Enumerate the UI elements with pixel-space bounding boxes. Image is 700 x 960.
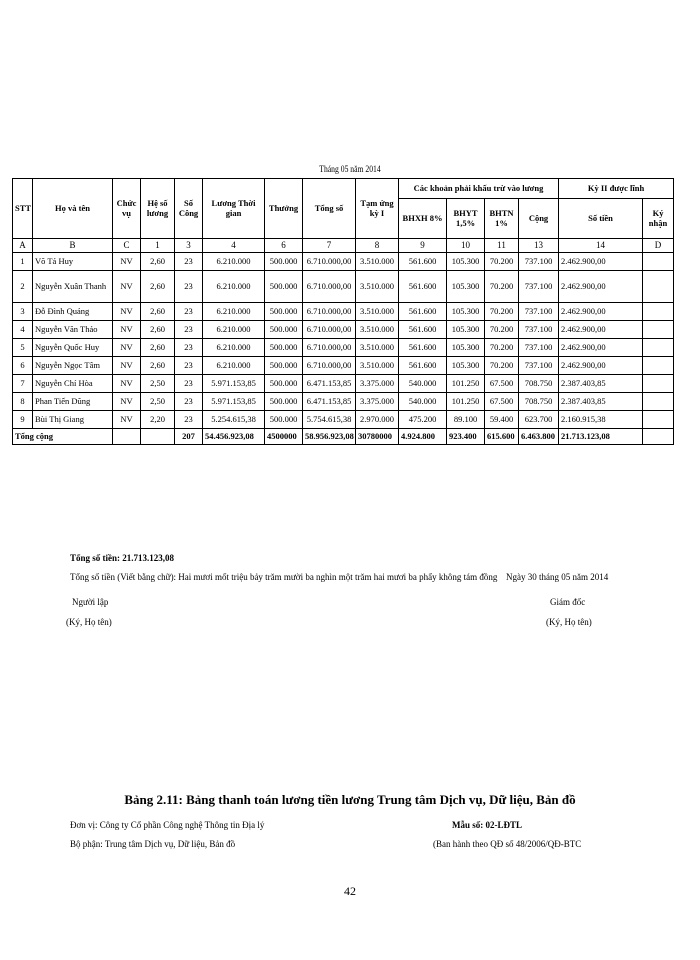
- page-number: 42: [344, 884, 356, 898]
- index-cell: 11: [485, 239, 519, 253]
- row-days: 23: [175, 411, 203, 429]
- row-total: 6.710.000,00: [303, 271, 356, 303]
- row-total: 6.710.000,00: [303, 303, 356, 321]
- row-amount: 2.462.900,00: [559, 271, 643, 303]
- row-days: 23: [175, 375, 203, 393]
- row-bhxh: 561.600: [399, 253, 447, 271]
- row-total: 6.471.153,85: [303, 393, 356, 411]
- row-coefficient: 2,60: [141, 321, 175, 339]
- row-sum: 708.750: [519, 375, 559, 393]
- header-bhxh: BHXH 8%: [399, 199, 447, 239]
- header-advance: Tạm ứng kỳ I: [356, 179, 399, 239]
- index-cell: 4: [203, 239, 265, 253]
- director-sign-note: (Ký, Họ tên): [546, 617, 592, 627]
- index-cell: 8: [356, 239, 399, 253]
- row-advance: 3.510.000: [356, 303, 399, 321]
- table-row: [13, 339, 674, 357]
- row-bhtn: 70.200: [485, 271, 519, 303]
- index-cell: B: [33, 239, 113, 253]
- row-name: Nguyễn Chí Hòa: [33, 375, 113, 393]
- row-days: 23: [175, 253, 203, 271]
- row-stt: 1: [13, 253, 33, 271]
- row-sign: [643, 303, 674, 321]
- row-advance: 3.510.000: [356, 271, 399, 303]
- row-bonus: 500.000: [265, 271, 303, 303]
- row-position: NV: [113, 339, 141, 357]
- header-sign: Ký nhận: [643, 199, 674, 239]
- row-sum: 737.100: [519, 357, 559, 375]
- preparer-label: Người lập: [72, 597, 109, 607]
- row-position: NV: [113, 357, 141, 375]
- row-name: Phan Tiến Dũng: [33, 393, 113, 411]
- row-bhtn: 67.500: [485, 375, 519, 393]
- header-amount: Số tiền: [559, 199, 643, 239]
- row-total: 6.471.153,85: [303, 375, 356, 393]
- row-sum: 737.100: [519, 339, 559, 357]
- total-coefficient: [141, 429, 175, 445]
- total-amount: 21.713.123,08: [559, 429, 643, 445]
- index-cell: 13: [519, 239, 559, 253]
- index-cell: 1: [141, 239, 175, 253]
- row-bonus: 500.000: [265, 393, 303, 411]
- total-advance: 30780000: [356, 429, 399, 445]
- row-position: NV: [113, 375, 141, 393]
- row-bhtn: 67.500: [485, 393, 519, 411]
- row-advance: 3.510.000: [356, 339, 399, 357]
- header-deductions: Các khoản phải khấu trừ vào lương: [399, 179, 559, 199]
- index-cell: 10: [447, 239, 485, 253]
- row-bhxh: 561.600: [399, 303, 447, 321]
- row-amount: 2.462.900,00: [559, 339, 643, 357]
- header-name: Họ và tên: [33, 179, 113, 239]
- row-total: 6.710.000,00: [303, 357, 356, 375]
- total-words-line: Tổng số tiền (Viết bằng chữ): Hai mươi mốt triệu bảy trăm mười ba nghìn một trăm hai mươi ba phẩy không tám đồng: [70, 572, 498, 582]
- table-row: [13, 411, 674, 429]
- total-row: [13, 429, 674, 445]
- row-time-salary: 6.210.000: [203, 253, 265, 271]
- row-name: Nguyễn Quốc Huy: [33, 339, 113, 357]
- row-name: Võ Tá Huy: [33, 253, 113, 271]
- row-sign: [643, 339, 674, 357]
- total-time-salary: 54.456.923,08: [203, 429, 265, 445]
- total-bhyt: 923.400: [447, 429, 485, 445]
- row-bhxh: 561.600: [399, 271, 447, 303]
- row-bhxh: 540.000: [399, 393, 447, 411]
- header-time-salary: Lương Thời gian: [203, 179, 265, 239]
- row-bhxh: 561.600: [399, 321, 447, 339]
- row-bhyt: 105.300: [447, 321, 485, 339]
- row-bhyt: 101.250: [447, 393, 485, 411]
- index-cell: C: [113, 239, 141, 253]
- table-row: [13, 375, 674, 393]
- row-amount: 2.387.403,85: [559, 375, 643, 393]
- row-bhxh: 561.600: [399, 357, 447, 375]
- row-sign: [643, 321, 674, 339]
- total-total: 58.956.923,08: [303, 429, 356, 445]
- total-amount-line: [70, 553, 174, 563]
- row-amount: 2.160.915,38: [559, 411, 643, 429]
- index-cell: 3: [175, 239, 203, 253]
- row-stt: 5: [13, 339, 33, 357]
- issued-line: (Ban hành theo QĐ số 48/2006/QĐ-BTC: [433, 839, 582, 849]
- row-stt: 9: [13, 411, 33, 429]
- header-stt: STT: [13, 179, 33, 239]
- row-coefficient: 2,50: [141, 393, 175, 411]
- table-caption: Bảng 2.11: Bảng thanh toán lương tiền lương Trung tâm Dịch vụ, Dữ liệu, Bản đồ: [124, 792, 576, 807]
- row-name: Nguyễn Văn Thảo: [33, 321, 113, 339]
- total-bhxh: 4.924.800: [399, 429, 447, 445]
- row-advance: 3.375.000: [356, 393, 399, 411]
- header-period2: Kỳ II được lĩnh: [559, 179, 674, 199]
- row-name: Nguyễn Xuân Thanh: [33, 271, 113, 303]
- table-row: [13, 253, 674, 271]
- index-cell: 14: [559, 239, 643, 253]
- row-days: 23: [175, 303, 203, 321]
- row-bhxh: 475.200: [399, 411, 447, 429]
- row-time-salary: 5.254.615,38: [203, 411, 265, 429]
- row-sign: [643, 357, 674, 375]
- row-time-salary: 6.210.000: [203, 321, 265, 339]
- row-advance: 2.970.000: [356, 411, 399, 429]
- header-bonus: Thưởng: [265, 179, 303, 239]
- row-sum: 623.700: [519, 411, 559, 429]
- row-sum: 708.750: [519, 393, 559, 411]
- total-days: 207: [175, 429, 203, 445]
- row-advance: 3.510.000: [356, 253, 399, 271]
- row-bhyt: 105.300: [447, 271, 485, 303]
- row-stt: 4: [13, 321, 33, 339]
- row-bonus: 500.000: [265, 411, 303, 429]
- row-stt: 7: [13, 375, 33, 393]
- row-bhxh: 561.600: [399, 339, 447, 357]
- row-sign: [643, 393, 674, 411]
- row-amount: 2.462.900,00: [559, 357, 643, 375]
- row-coefficient: 2,20: [141, 411, 175, 429]
- row-coefficient: 2,60: [141, 339, 175, 357]
- form-number: Mẫu số: 02-LĐTL: [452, 820, 523, 830]
- row-name: Nguyễn Ngọc Tâm: [33, 357, 113, 375]
- row-bhxh: 540.000: [399, 375, 447, 393]
- index-cell: 7: [303, 239, 356, 253]
- row-bonus: 500.000: [265, 321, 303, 339]
- row-bhyt: 89.100: [447, 411, 485, 429]
- row-amount: 2.462.900,00: [559, 253, 643, 271]
- total-position: [113, 429, 141, 445]
- row-bhtn: 70.200: [485, 321, 519, 339]
- row-bhyt: 105.300: [447, 339, 485, 357]
- row-time-salary: 6.210.000: [203, 271, 265, 303]
- total-amount-text: Tổng số tiền: 21.713.123,08: [70, 553, 175, 563]
- row-bhyt: 101.250: [447, 375, 485, 393]
- row-time-salary: 6.210.000: [203, 357, 265, 375]
- row-sum: 737.100: [519, 303, 559, 321]
- table-row: [13, 321, 674, 339]
- row-bhtn: 70.200: [485, 253, 519, 271]
- row-coefficient: 2,60: [141, 303, 175, 321]
- row-amount: 2.462.900,00: [559, 321, 643, 339]
- row-coefficient: 2,50: [141, 375, 175, 393]
- row-advance: 3.510.000: [356, 357, 399, 375]
- row-position: NV: [113, 411, 141, 429]
- month-line: Tháng 05 năm 2014: [319, 164, 381, 174]
- row-sum: 737.100: [519, 321, 559, 339]
- row-sum: 737.100: [519, 271, 559, 303]
- header-total: Tổng số: [303, 179, 356, 239]
- index-cell: A: [13, 239, 33, 253]
- row-coefficient: 2,60: [141, 357, 175, 375]
- total-label: Tổng cộng: [13, 429, 113, 445]
- row-total: 6.710.000,00: [303, 253, 356, 271]
- table-row: [13, 303, 674, 321]
- row-sum: 737.100: [519, 253, 559, 271]
- row-bhtn: 70.200: [485, 339, 519, 357]
- row-advance: 3.510.000: [356, 321, 399, 339]
- row-bonus: 500.000: [265, 339, 303, 357]
- row-stt: 3: [13, 303, 33, 321]
- row-total: 6.710.000,00: [303, 339, 356, 357]
- row-bhtn: 70.200: [485, 357, 519, 375]
- row-days: 23: [175, 393, 203, 411]
- row-bhyt: 105.300: [447, 253, 485, 271]
- row-stt: 6: [13, 357, 33, 375]
- row-days: 23: [175, 271, 203, 303]
- header-bhtn: BHTN 1%: [485, 199, 519, 239]
- row-stt: 8: [13, 393, 33, 411]
- row-bonus: 500.000: [265, 375, 303, 393]
- row-advance: 3.375.000: [356, 375, 399, 393]
- row-bhyt: 105.300: [447, 357, 485, 375]
- row-amount: 2.462.900,00: [559, 303, 643, 321]
- row-position: NV: [113, 321, 141, 339]
- row-time-salary: 5.971.153,85: [203, 393, 265, 411]
- row-position: NV: [113, 393, 141, 411]
- row-bonus: 500.000: [265, 357, 303, 375]
- header-sum: Cộng: [519, 199, 559, 239]
- row-name: Bùi Thị Giang: [33, 411, 113, 429]
- row-time-salary: 5.971.153,85: [203, 375, 265, 393]
- index-row: [13, 239, 674, 253]
- total-bhtn: 615.600: [485, 429, 519, 445]
- total-sum: 6.463.800: [519, 429, 559, 445]
- table-row: [13, 357, 674, 375]
- total-bonus: 4500000: [265, 429, 303, 445]
- row-bhyt: 105.300: [447, 303, 485, 321]
- row-stt: 2: [13, 271, 33, 303]
- row-sign: [643, 271, 674, 303]
- sign-date: Ngày 30 tháng 05 năm 2014: [506, 572, 609, 582]
- index-cell: 6: [265, 239, 303, 253]
- row-bonus: 500.000: [265, 253, 303, 271]
- row-total: 5.754.615,38: [303, 411, 356, 429]
- total-sign: [643, 429, 674, 445]
- index-cell: 9: [399, 239, 447, 253]
- header-position: Chức vụ: [113, 179, 141, 239]
- table-row: [13, 393, 674, 411]
- row-position: NV: [113, 271, 141, 303]
- row-days: 23: [175, 321, 203, 339]
- row-total: 6.710.000,00: [303, 321, 356, 339]
- row-amount: 2.387.403,85: [559, 393, 643, 411]
- row-coefficient: 2,60: [141, 253, 175, 271]
- header-days: Số Công: [175, 179, 203, 239]
- row-position: NV: [113, 253, 141, 271]
- header-bhyt: BHYT 1,5%: [447, 199, 485, 239]
- row-time-salary: 6.210.000: [203, 303, 265, 321]
- row-sign: [643, 253, 674, 271]
- header-coefficient: Hệ số lương: [141, 179, 175, 239]
- row-name: Đỗ Đình Quảng: [33, 303, 113, 321]
- department-line: Bộ phận: Trung tâm Dịch vụ, Dữ liệu, Bản đồ: [70, 839, 236, 849]
- row-days: 23: [175, 357, 203, 375]
- row-sign: [643, 375, 674, 393]
- table-row: [13, 271, 674, 303]
- preparer-sign-note: (Ký, Họ tên): [66, 617, 112, 627]
- row-bonus: 500.000: [265, 303, 303, 321]
- row-bhtn: 59.400: [485, 411, 519, 429]
- director-label: Giám đốc: [550, 597, 586, 607]
- row-time-salary: 6.210.000: [203, 339, 265, 357]
- index-cell: D: [643, 239, 674, 253]
- row-days: 23: [175, 339, 203, 357]
- row-bhtn: 70.200: [485, 303, 519, 321]
- unit-line: Đơn vị: Công ty Cổ phần Công nghệ Thông tin Địa lý: [70, 820, 265, 830]
- row-sign: [643, 411, 674, 429]
- row-position: NV: [113, 303, 141, 321]
- row-coefficient: 2,60: [141, 271, 175, 303]
- payroll-table: [12, 178, 674, 445]
